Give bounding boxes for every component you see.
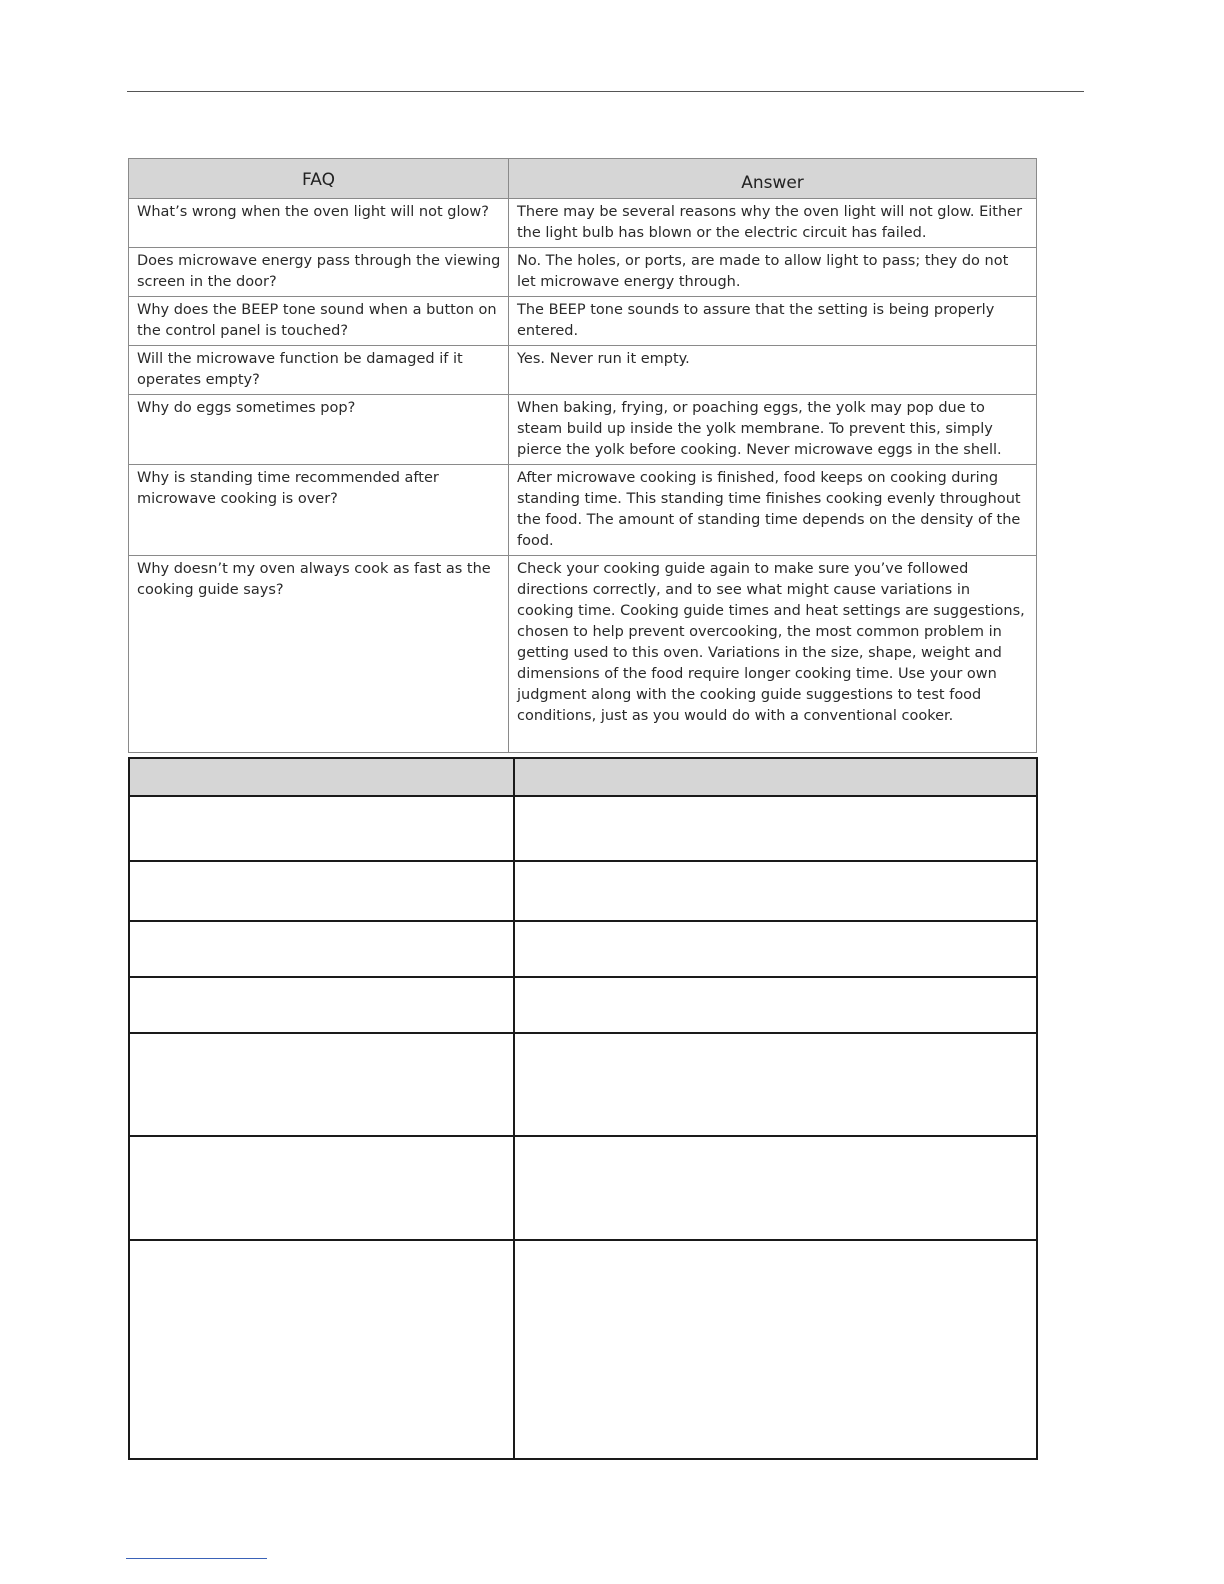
table-row [129,248,1037,297]
blank-cell [129,1136,514,1240]
blank-cell [514,758,1037,796]
blank-cell [514,861,1037,921]
faq-question: Why is standing time recommended after microwave cooking is over? [129,465,509,556]
answer-column-header: Answer [509,159,1037,199]
blank-cell [129,977,514,1033]
faq-header-row [129,159,1037,199]
blank-cell [514,921,1037,977]
table-row [129,346,1037,395]
faq-answer: Check your cooking guide again to make sure you’ve followed directions correctly, and to see what might cause variations in cooking time. Cooking guide times and heat settings are suggestions, chosen to help prevent overcooking, the most common problem in getting used to this oven. Variations in the size, shape, weight and dimensions of the food require longer cooking time. Use your own judgment along with the cooking guide suggestions to test food conditions, just as you would do with a conventional cooker. [509,556,1037,753]
blank-cell [514,977,1037,1033]
faq-question: Will the microwave function be damaged if it operates empty? [129,346,509,395]
faq-question: Why does the BEEP tone sound when a button on the control panel is touched? [129,297,509,346]
blank-row [129,977,1037,1033]
faq-answer: Yes. Never run it empty. [509,346,1037,395]
blank-cell [129,1033,514,1136]
faq-column-header: FAQ [129,159,509,199]
header-rule [127,91,1084,92]
footer-link-underline [126,1558,267,1559]
faq-answer: After microwave cooking is finished, food keeps on cooking during standing time. This standing time finishes cooking evenly throughout the food. The amount of standing time depends on the density of the food. [509,465,1037,556]
blank-row [129,1033,1037,1136]
table-row [129,556,1037,753]
faq-answer: There may be several reasons why the oven light will not glow. Either the light bulb has blown or the electric circuit has failed. [509,199,1037,248]
table-row [129,199,1037,248]
blank-cell [514,796,1037,861]
table-row [129,297,1037,346]
faq-question: What’s wrong when the oven light will not glow? [129,199,509,248]
faq-table [128,158,1037,753]
blank-row [129,1240,1037,1459]
blank-cell [129,796,514,861]
blank-cell [129,758,514,796]
faq-answer: No. The holes, or ports, are made to allow light to pass; they do not let microwave energy through. [509,248,1037,297]
blank-cell [514,1136,1037,1240]
blank-cell [129,921,514,977]
faq-answer: When baking, frying, or poaching eggs, the yolk may pop due to steam build up inside the yolk membrane. To prevent this, simply pierce the yolk before cooking. Never microwave eggs in the shell. [509,395,1037,465]
blank-row [129,1136,1037,1240]
faq-question: Why doesn’t my oven always cook as fast as the cooking guide says? [129,556,509,753]
table-row [129,465,1037,556]
blank-header-row [129,758,1037,796]
faq-question: Does microwave energy pass through the viewing screen in the door? [129,248,509,297]
blank-row [129,921,1037,977]
blank-cell [514,1240,1037,1459]
blank-row [129,796,1037,861]
blank-cell [514,1033,1037,1136]
faq-answer: The BEEP tone sounds to assure that the setting is being properly entered. [509,297,1037,346]
table-row [129,395,1037,465]
blank-row [129,861,1037,921]
blank-cell [129,1240,514,1459]
faq-question: Why do eggs sometimes pop? [129,395,509,465]
blank-cell [129,861,514,921]
blank-table [128,757,1038,1460]
